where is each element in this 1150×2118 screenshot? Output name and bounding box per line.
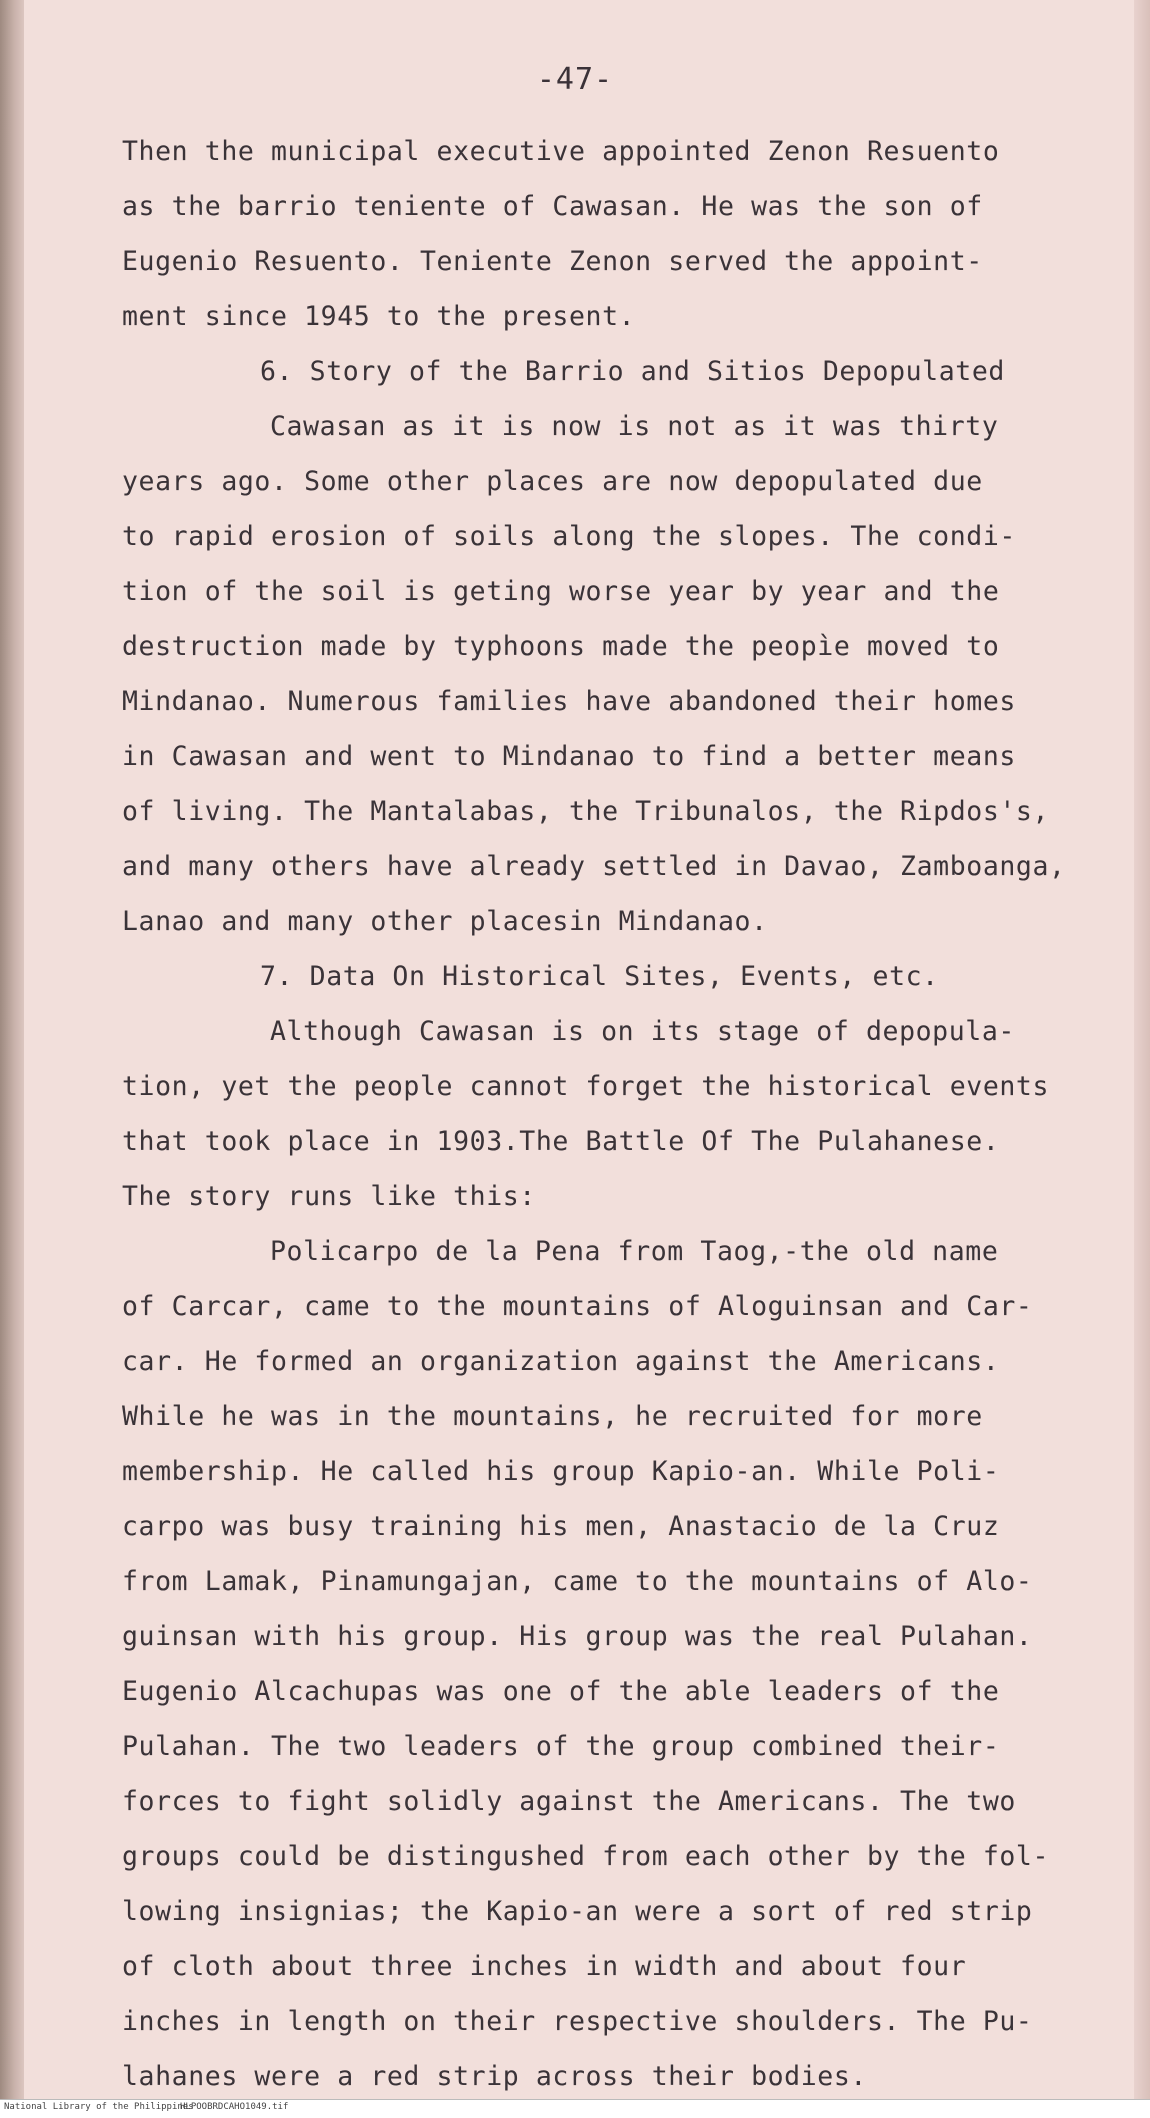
text-line: carpo was busy training his men, Anastacio de la Cruz (122, 1511, 1000, 1542)
text-line: to rapid erosion of soils along the slopes. The condi- (122, 521, 1016, 552)
text-line: and many others have already settled in Davao, Zamboanga, (122, 851, 1066, 882)
text-line: Eugenio Resuento. Teniente Zenon served the appoint- (122, 246, 983, 277)
text-line: Mindanao. Numerous families have abandoned their homes (122, 686, 1016, 717)
text-line: Pulahan. The two leaders of the group combined their- (122, 1731, 1000, 1762)
text-line: groups could be distingushed from each other by the fol- (122, 1841, 1050, 1872)
text-line: membership. He called his group Kapio-an. While Poli- (122, 1456, 1000, 1487)
footer-source-label: National Library of the Philippines (4, 2102, 194, 2112)
page-number: -47- (536, 62, 614, 97)
scan-footer (0, 2099, 1150, 2118)
text-line: forces to fight solidly against the Americans. The two (122, 1786, 1016, 1817)
text-line: ment since 1945 to the present. (122, 301, 636, 332)
text-line: Cawasan as it is now is not as it was thirty (270, 411, 999, 442)
text-line: lowing insignias; the Kapio-an were a sort of red strip (122, 1896, 1033, 1927)
text-line: of cloth about three inches in width and about four (122, 1951, 967, 1982)
text-line: from Lamak, Pinamungajan, came to the mountains of Alo- (122, 1566, 1033, 1597)
text-line: 6. Story of the Barrio and Sitios Depopulated (260, 356, 1005, 387)
text-line: Although Cawasan is on its stage of depopula- (270, 1016, 1015, 1047)
text-line: Lanao and many other placesin Mindanao. (122, 906, 768, 937)
text-line: years ago. Some other places are now depopulated due (122, 466, 983, 497)
text-line: as the barrio teniente of Cawasan. He was the son of (122, 191, 983, 222)
page-binding-edge (0, 0, 24, 2118)
text-line: lahanes were a red strip across their bodies. (122, 2061, 867, 2092)
text-line: 7. Data On Historical Sites, Events, etc. (260, 961, 939, 992)
text-line: that took place in 1903.The Battle Of The Pulahanese. (122, 1126, 1000, 1157)
text-line: of Carcar, came to the mountains of Aloguinsan and Car- (122, 1291, 1033, 1322)
footer-file-name: HLPOOBRDCAHO1049.tif (180, 2102, 289, 2112)
text-line: tion, yet the people cannot forget the historical events (122, 1071, 1050, 1102)
text-line: car. He formed an organization against the Americans. (122, 1346, 1000, 1377)
text-line: in Cawasan and went to Mindanao to find a better means (122, 741, 1016, 772)
text-line: of living. The Mantalabas, the Tribunalos, the Ripdos's, (122, 796, 1050, 827)
text-line: inches in length on their respective shoulders. The Pu- (122, 2006, 1033, 2037)
text-line: The story runs like this: (122, 1181, 536, 1212)
text-line: guinsan with his group. His group was the real Pulahan. (122, 1621, 1033, 1652)
text-line: Policarpo de la Pena from Taog,-the old name (270, 1236, 999, 1267)
text-line: Eugenio Alcachupas was one of the able leaders of the (122, 1676, 1000, 1707)
text-line: tion of the soil is geting worse year by year and the (122, 576, 1000, 607)
text-line: While he was in the mountains, he recruited for more (122, 1401, 983, 1432)
text-line: destruction made by typhoons made the peopìe moved to (122, 631, 1000, 662)
text-line: Then the municipal executive appointed Zenon Resuento (122, 136, 1000, 167)
